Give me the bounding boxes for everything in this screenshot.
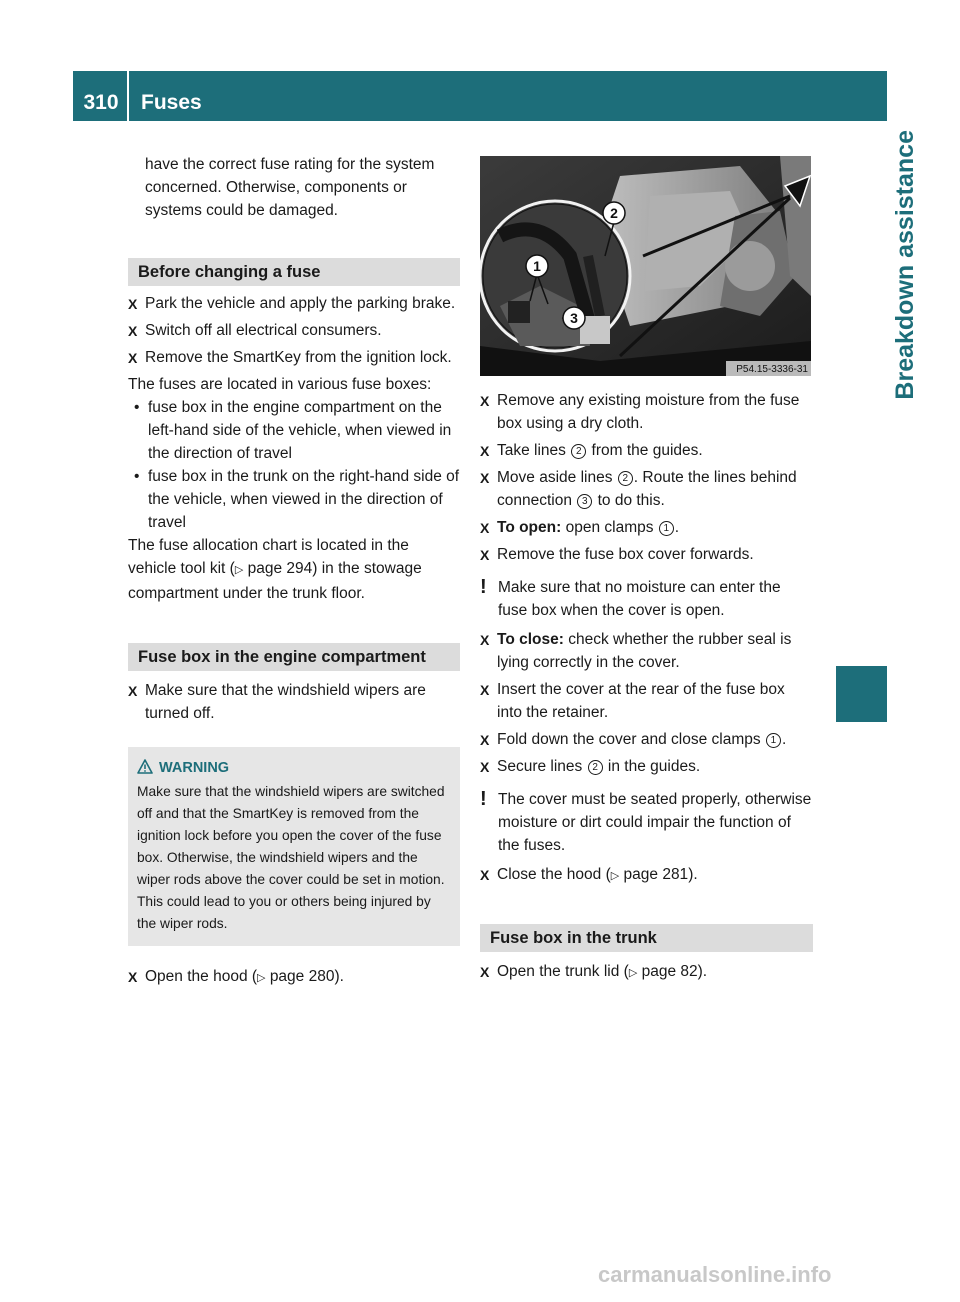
step-to-close: X To close: check whether the rubber seal is lying correctly in the cover. xyxy=(480,631,792,671)
sidebar-label: Breakdown assistance xyxy=(891,130,919,400)
located-text: The fuses are located in various fuse boxes: xyxy=(128,376,432,393)
bullet-engine: • fuse box in the engine compartment on the left-hand side of the vehicle, when viewed in the direction of travel xyxy=(134,399,452,462)
sidebar-tab xyxy=(836,666,887,722)
note-moisture: ! Make sure that no moisture can enter the fuse box when the cover is open. xyxy=(480,576,781,619)
step-insert-cover: X Insert the cover at the rear of the fuse box into the retainer. xyxy=(480,681,785,721)
section-title: Fuses xyxy=(141,91,202,114)
page-ref-281[interactable]: page 281 xyxy=(623,866,689,883)
step-open-clamps: X To open: open clamps 1 . xyxy=(480,519,680,536)
engine-compartment-photo xyxy=(480,156,811,376)
step-open-trunk: X Open the trunk lid (▷ page 82). xyxy=(480,963,708,980)
step-fold-down: X Fold down the cover and close clamps 1 . xyxy=(480,731,787,748)
engine-photo-svg xyxy=(480,156,811,376)
step-remove-cover: X Remove the fuse box cover forwards. xyxy=(480,546,754,563)
heading-trunk-fuse-box: Fuse box in the trunk xyxy=(480,924,813,952)
image-code: P54.15-3336-31 xyxy=(736,364,808,375)
svg-text:1: 1 xyxy=(533,258,541,274)
warning-triangle-icon xyxy=(137,759,153,774)
page-number: 310 xyxy=(83,91,119,114)
callout-1 xyxy=(526,255,548,277)
callout-2 xyxy=(603,202,625,224)
note-cover-seated: ! The cover must be seated properly, otherwise moisture or dirt could impair the function of the fuses. xyxy=(480,788,812,854)
heading-before-changing: Before changing a fuse xyxy=(128,258,460,286)
step-open-hood: X Open the hood (▷ page 280). xyxy=(128,968,344,985)
step-electrical: X Switch off all electrical consumers. xyxy=(128,322,382,339)
right-column xyxy=(480,389,813,985)
left-column xyxy=(128,153,460,990)
step-wipers: X Make sure that the windshield wipers are turned off. xyxy=(128,682,426,722)
warning-box xyxy=(128,747,460,946)
footer-watermark[interactable]: carmanualsonline.info xyxy=(598,1262,832,1287)
step-smartkey: X Remove the SmartKey from the ignition lock. xyxy=(128,349,452,366)
heading-engine-fuse-box: Fuse box in the engine compartment xyxy=(128,643,460,671)
step-moisture: X Remove any existing moisture from the fuse box using a dry cloth. xyxy=(480,392,800,432)
step-parking: X Park the vehicle and apply the parking brake. xyxy=(128,295,456,312)
step-secure-lines: X Secure lines 2 in the guides. xyxy=(480,758,701,775)
allocation-text: The fuse allocation chart is located in the vehicle tool kit (▷ page 294) in the stowage compartment under the trunk floor. xyxy=(128,537,422,602)
bullet-trunk: • fuse box in the trunk on the right-hand side of the vehicle, when viewed in the direction of travel xyxy=(134,468,460,531)
svg-text:3: 3 xyxy=(570,310,578,326)
page-ref-280[interactable]: page 280 xyxy=(269,968,335,985)
svg-text:2: 2 xyxy=(610,205,618,221)
step-take-lines: X Take lines 2 from the guides. xyxy=(480,442,703,459)
page-ref-82[interactable]: page 82 xyxy=(641,963,698,980)
header-divider xyxy=(127,71,129,121)
intro-text: have the correct fuse rating for the system concerned. Otherwise, components or systems could be damaged. xyxy=(145,156,435,219)
page-ref-294[interactable]: page 294 xyxy=(247,560,313,577)
warning-title: WARNING xyxy=(159,760,230,776)
step-move-lines: X Move aside lines 2 . Route the lines behind connection 3 to do this. xyxy=(480,469,797,509)
warning-text: Make sure that the windshield wipers are switched off and that the SmartKey is removed from the ignition lock before you open the cover of the fuse box. Otherwise, the windshield wipers and the wiper rods above the cover could be set in motion. This could lead to you or others being injured by the wiper rods. xyxy=(137,784,445,931)
step-close-hood: X Close the hood (▷ page 281). xyxy=(480,866,698,883)
callout-3 xyxy=(563,307,585,329)
